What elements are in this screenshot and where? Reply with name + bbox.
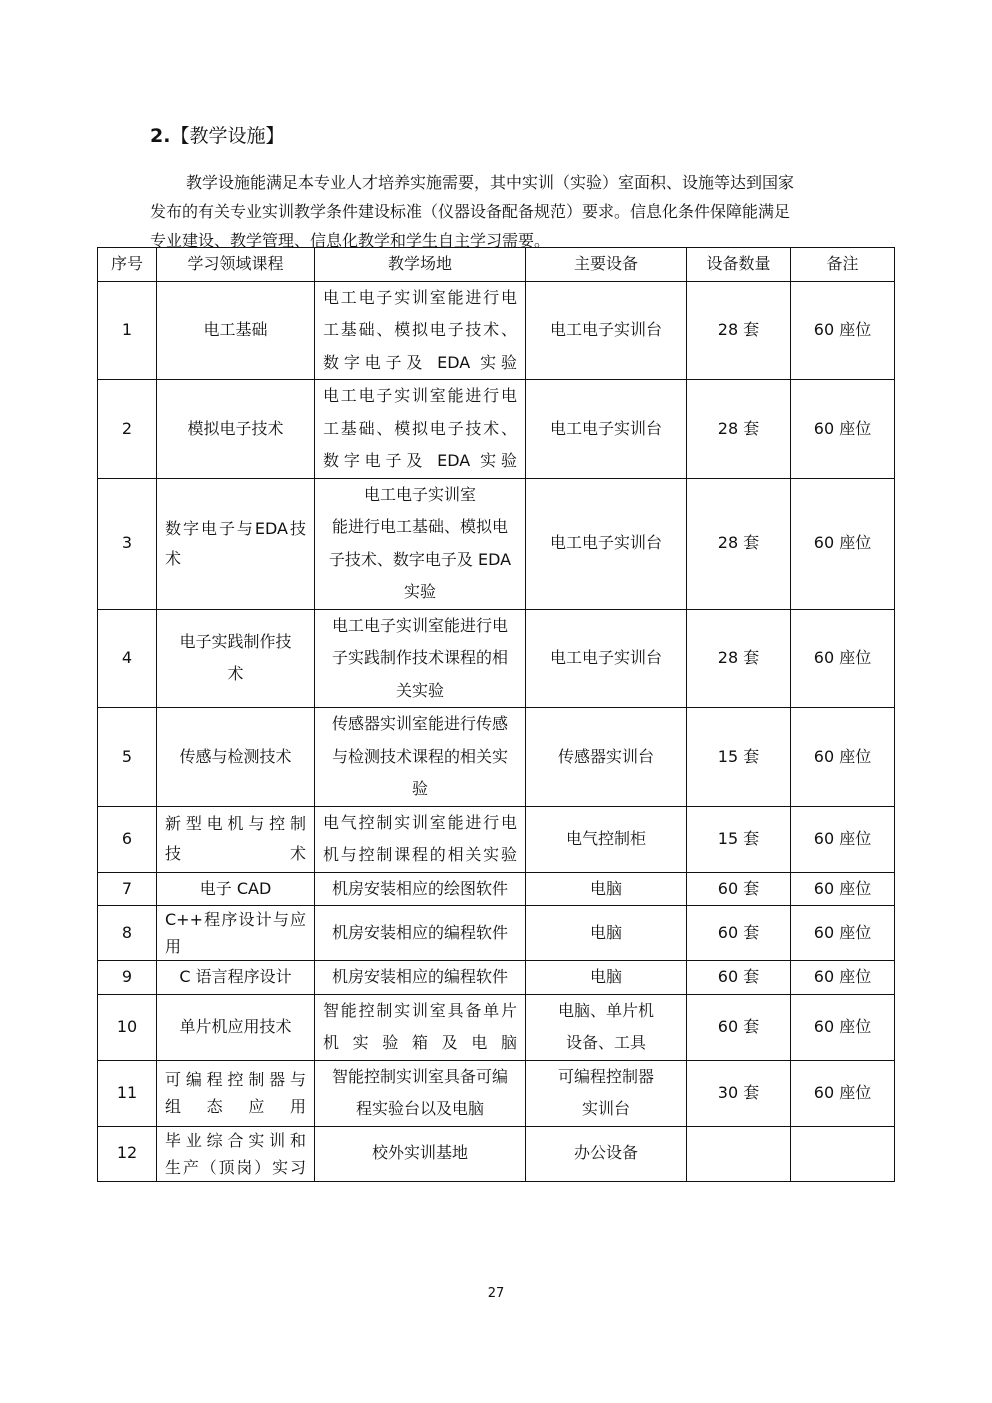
cell-course — [157, 961, 315, 995]
cell-course — [157, 806, 315, 872]
course-line: 数字电子与EDA技 — [165, 518, 306, 538]
header-equipment: 主要设备 — [526, 248, 687, 282]
cell-seq: 5 — [98, 708, 157, 807]
cell-quantity — [687, 380, 791, 479]
header-course: 学习领域课程 — [157, 248, 315, 282]
qty-value: 15 — [717, 828, 739, 848]
cell-equipment — [526, 1060, 687, 1126]
qty-value: 60 — [717, 1016, 739, 1036]
cell-venue — [315, 961, 526, 995]
cell-seq: 11 — [98, 1060, 157, 1126]
qty-value: 28 — [717, 418, 739, 438]
venue-line: 电工电子实训室能进行电 — [331, 615, 508, 635]
header-note: 备注 — [791, 248, 895, 282]
cell-course — [157, 1126, 315, 1181]
venue-line: 与检测技术课程的相关实 — [331, 746, 508, 766]
cell-quantity — [687, 806, 791, 872]
cell-seq: 4 — [98, 609, 157, 708]
cell-venue — [315, 380, 526, 479]
note-unit: 座位 — [839, 648, 872, 667]
cell-quantity — [687, 609, 791, 708]
venue-line: 数字电子及 EDA 实验 — [323, 451, 517, 470]
qty-value: 28 — [717, 533, 739, 553]
course-line: 单片机应用技术 — [179, 1016, 292, 1036]
cell-venue — [315, 872, 526, 906]
cell-equipment — [526, 1126, 687, 1181]
note-value: 60 — [813, 418, 835, 438]
table-row — [98, 806, 895, 872]
cell-venue — [315, 1126, 526, 1181]
cell-note — [791, 708, 895, 807]
section-heading — [150, 121, 284, 148]
cell-note — [791, 609, 895, 708]
table-row — [98, 380, 895, 479]
course-line: 生产（顶岗）实习 — [165, 1157, 306, 1177]
equipment-line: 电工电子实训台 — [549, 418, 662, 438]
table-row — [98, 906, 895, 961]
cell-note — [791, 961, 895, 995]
venue-line: 验 — [411, 779, 428, 798]
course-line: 技术 — [165, 844, 306, 863]
note-value: 60 — [813, 1082, 835, 1102]
cell-note — [791, 281, 895, 380]
venue-line: 数字电子及 EDA 实验 — [323, 352, 517, 372]
venue-line: 智能控制实训室具备单片 — [323, 1000, 517, 1020]
header-venue: 教学场地 — [315, 248, 526, 282]
cell-venue — [315, 906, 526, 961]
course-line: 毕业综合实训和 — [165, 1130, 306, 1150]
course-line: 新型电机与控制 — [165, 814, 306, 833]
table-row — [98, 1060, 895, 1126]
cell-seq: 1 — [98, 281, 157, 380]
cell-venue — [315, 806, 526, 872]
qty-value: 28 — [717, 648, 739, 667]
equipment-line: 电脑 — [589, 922, 622, 942]
qty-unit: 套 — [743, 320, 760, 339]
equipment-line: 电脑 — [589, 878, 622, 898]
equipment-line: 电脑 — [589, 967, 622, 986]
cell-course — [157, 380, 315, 479]
note-value: 60 — [813, 828, 835, 848]
cell-course — [157, 609, 315, 708]
intro-paragraph — [150, 168, 850, 255]
qty-value: 28 — [717, 320, 739, 339]
table-row — [98, 1126, 895, 1181]
cell-quantity — [687, 1126, 791, 1181]
venue-line: 机与控制课程的相关实验 — [323, 845, 517, 864]
table-row — [98, 281, 895, 380]
cell-note — [791, 872, 895, 906]
note-value: 60 — [813, 878, 835, 898]
cell-seq: 8 — [98, 906, 157, 961]
qty-unit: 套 — [743, 1016, 760, 1036]
cell-note — [791, 906, 895, 961]
cell-equipment — [526, 961, 687, 995]
cell-course — [157, 872, 315, 906]
qty-unit: 套 — [743, 1082, 760, 1102]
paragraph-line: 教学设施能满足本专业人才培养实施需要，其中实训（实验）室面积、设施等达到国家 — [186, 173, 795, 192]
qty-unit: 套 — [743, 418, 760, 438]
course-line: 电子 CAD — [199, 878, 272, 898]
cell-equipment — [526, 872, 687, 906]
course-line: 用 — [165, 937, 182, 956]
venue-line: 电气控制实训室能进行电 — [323, 812, 517, 832]
note-unit: 座位 — [839, 878, 872, 898]
cell-venue — [315, 994, 526, 1060]
cell-equipment — [526, 906, 687, 961]
note-unit: 座位 — [839, 746, 872, 766]
paragraph-line: 发布的有关专业实训教学条件建设标准（仪器设备配备规范）要求。信息化条件保障能满足 — [150, 202, 791, 221]
page-number: 27 — [487, 1286, 505, 1301]
cell-venue — [315, 281, 526, 380]
cell-seq: 6 — [98, 806, 157, 872]
qty-value: 60 — [717, 922, 739, 942]
cell-quantity — [687, 281, 791, 380]
cell-note — [791, 478, 895, 609]
cell-quantity — [687, 872, 791, 906]
note-unit: 座位 — [839, 828, 872, 848]
cell-note — [791, 1060, 895, 1126]
cell-equipment — [526, 806, 687, 872]
cell-quantity — [687, 478, 791, 609]
table-row — [98, 961, 895, 995]
note-value: 60 — [813, 967, 835, 986]
cell-note — [791, 994, 895, 1060]
note-unit: 座位 — [839, 533, 872, 553]
cell-note — [791, 380, 895, 479]
cell-quantity — [687, 1060, 791, 1126]
venue-line: 机房安装相应的编程软件 — [331, 967, 508, 986]
table-row — [98, 872, 895, 906]
table-row — [98, 478, 895, 609]
qty-unit: 套 — [743, 828, 760, 848]
cell-equipment — [526, 478, 687, 609]
note-unit: 座位 — [839, 922, 872, 942]
qty-unit: 套 — [743, 533, 760, 553]
section-number: 2. — [150, 125, 171, 147]
qty-value: 15 — [717, 746, 739, 766]
table-row — [98, 994, 895, 1060]
equipment-line: 电工电子实训台 — [549, 320, 662, 339]
facilities-table — [97, 247, 895, 1182]
note-value: 60 — [813, 1016, 835, 1036]
note-value: 60 — [813, 746, 835, 766]
cell-quantity — [687, 994, 791, 1060]
cell-equipment — [526, 281, 687, 380]
cell-equipment — [526, 994, 687, 1060]
cell-note — [791, 806, 895, 872]
table-header-row — [98, 248, 895, 282]
venue-line: 实验 — [403, 582, 436, 601]
venue-line: 机房安装相应的绘图软件 — [331, 878, 508, 898]
venue-line: 智能控制实训室具备可编 — [331, 1066, 508, 1086]
course-line: 模拟电子技术 — [187, 418, 284, 438]
venue-line: 工基础、模拟电子技术、 — [323, 320, 517, 339]
course-line: 传感与检测技术 — [179, 746, 292, 766]
venue-line: 子实践制作技术课程的相 — [331, 648, 508, 667]
qty-value: 60 — [717, 967, 739, 986]
qty-unit: 套 — [743, 746, 760, 766]
cell-seq: 10 — [98, 994, 157, 1060]
venue-line: 工基础、模拟电子技术、 — [323, 418, 517, 438]
cell-quantity — [687, 708, 791, 807]
course-line: 电工基础 — [203, 320, 268, 339]
cell-venue — [315, 708, 526, 807]
equipment-line: 电工电子实训台 — [549, 648, 662, 667]
equipment-line: 实训台 — [581, 1099, 630, 1118]
venue-line: 机房安装相应的编程软件 — [331, 922, 508, 942]
header-quantity: 设备数量 — [687, 248, 791, 282]
cell-equipment — [526, 380, 687, 479]
equipment-line: 传感器实训台 — [557, 746, 654, 766]
equipment-line: 设备、工具 — [565, 1033, 646, 1052]
cell-seq: 7 — [98, 872, 157, 906]
course-line: 术 — [165, 548, 182, 568]
note-unit: 座位 — [839, 967, 872, 986]
cell-venue — [315, 478, 526, 609]
paragraph-line: 专业建设、教学管理、信息化教学和学生自主学习需要。 — [150, 231, 551, 250]
venue-line: 程实验台以及电脑 — [355, 1099, 484, 1118]
venue-line: 电工电子实训室能进行电 — [323, 287, 517, 307]
venue-line: 传感器实训室能进行传感 — [331, 714, 508, 733]
equipment-line: 可编程控制器 — [557, 1066, 654, 1086]
cell-course — [157, 906, 315, 961]
cell-quantity — [687, 906, 791, 961]
cell-equipment — [526, 609, 687, 708]
course-line: 可编程控制器与 — [165, 1070, 306, 1089]
qty-unit: 套 — [743, 878, 760, 898]
cell-seq: 9 — [98, 961, 157, 995]
cell-seq: 12 — [98, 1126, 157, 1181]
qty-value: 30 — [717, 1082, 739, 1102]
course-line: C 语言程序设计 — [179, 967, 292, 986]
cell-quantity — [687, 961, 791, 995]
equipment-line: 电气控制柜 — [565, 828, 646, 848]
note-value: 60 — [813, 922, 835, 942]
venue-line: 电工电子实训室能进行电 — [323, 386, 517, 405]
header-seq: 序号 — [98, 248, 157, 282]
venue-line: 子技术、数字电子及 EDA — [328, 549, 512, 569]
course-line: 组态应用 — [165, 1097, 306, 1116]
qty-value: 60 — [717, 878, 739, 898]
cell-seq: 3 — [98, 478, 157, 609]
cell-seq: 2 — [98, 380, 157, 479]
venue-line: 关实验 — [395, 680, 444, 700]
table-row — [98, 708, 895, 807]
equipment-line: 电工电子实训台 — [549, 533, 662, 553]
equipment-line: 电脑、单片机 — [557, 1000, 654, 1020]
note-value: 60 — [813, 533, 835, 553]
cell-equipment — [526, 708, 687, 807]
table-row — [98, 609, 895, 708]
venue-line: 电工电子实训室 — [363, 484, 476, 504]
cell-venue — [315, 609, 526, 708]
qty-unit: 套 — [743, 967, 760, 986]
note-unit: 座位 — [839, 418, 872, 438]
venue-line: 机实验箱及电脑 — [323, 1033, 517, 1052]
note-unit: 座位 — [839, 1082, 872, 1102]
note-unit: 座位 — [839, 320, 872, 339]
cell-course — [157, 1060, 315, 1126]
venue-line: 能进行电工基础、模拟电 — [331, 517, 508, 536]
venue-line: 校外实训基地 — [371, 1143, 468, 1163]
cell-venue — [315, 1060, 526, 1126]
course-line: 电子实践制作技 — [179, 631, 292, 651]
course-line: 术 — [227, 664, 244, 684]
note-value: 60 — [813, 320, 835, 339]
cell-note — [791, 1126, 895, 1181]
equipment-line: 办公设备 — [573, 1143, 638, 1163]
course-line: C++程序设计与应 — [165, 910, 306, 929]
note-unit: 座位 — [839, 1016, 872, 1036]
cell-course — [157, 281, 315, 380]
qty-unit: 套 — [743, 648, 760, 667]
cell-course — [157, 708, 315, 807]
note-value: 60 — [813, 648, 835, 667]
qty-unit: 套 — [743, 922, 760, 942]
cell-course — [157, 994, 315, 1060]
section-title: 【教学设施】 — [170, 125, 285, 147]
cell-course — [157, 478, 315, 609]
